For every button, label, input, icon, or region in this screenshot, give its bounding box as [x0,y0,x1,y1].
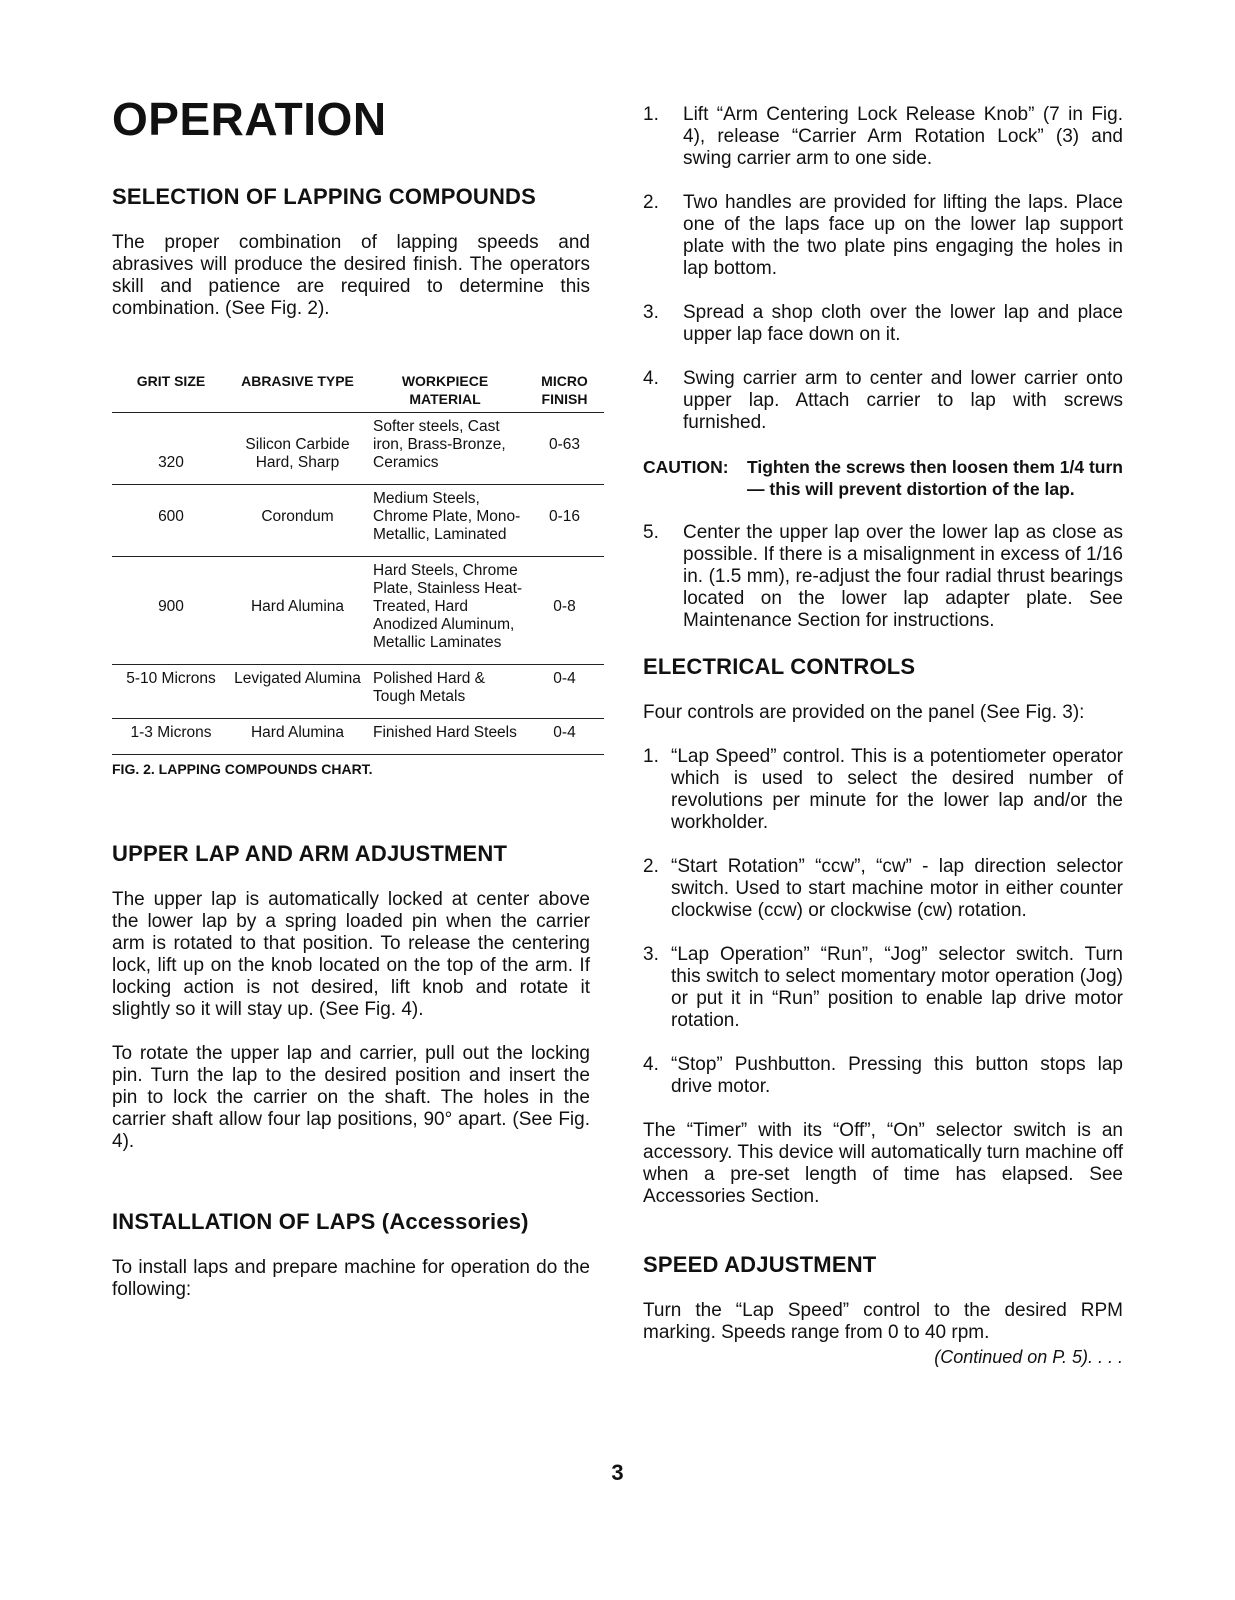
page-number: 3 [611,1460,624,1485]
timer-paragraph: The “Timer” with its “Off”, “On” selector switch is an accessory. This device will automatically turn machine off when a pre-set length of time has elapsed. See Accessories Section. [643,1120,1123,1207]
grit-cell: 900 [112,557,230,665]
electrical-controls-list [643,746,1123,1098]
finish-cell: 0-8 [525,557,604,665]
step-number: 5. [643,522,659,543]
material-cell: Softer steels, Cast iron, Brass-Bronze, Ceramics [365,413,525,485]
page-title: OPERATION [112,93,387,145]
header-abrasive-type: ABRASIVE TYPE [230,372,365,413]
speed-paragraph: Turn the “Lap Speed” control to the desired RPM marking. Speeds range from 0 to 40 rpm. [643,1300,1123,1343]
finish-cell: 0-4 [525,719,604,755]
finish-cell: 0-63 [525,413,604,485]
grit-cell: 600 [112,485,230,557]
section-heading-upper-lap: UPPER LAP AND ARM ADJUSTMENT [112,841,508,866]
list-item [643,522,1123,632]
lapping-compounds-chart [112,372,604,755]
header-micro-finish: MICRO FINISH [525,372,604,413]
list-item [643,746,1123,834]
step-text: “Start Rotation” “ccw”, “cw” - lap direction selector switch. Used to start machine motor in either counter clockwise (ccw) or clockwise (cw) rotation. [671,856,1123,921]
step-number: 1. [643,104,659,125]
table-row [112,413,604,485]
section-heading-speed: SPEED ADJUSTMENT [643,1252,877,1277]
finish-cell: 0-16 [525,485,604,557]
electrical-intro: Four controls are provided on the panel (See Fig. 3): [643,702,1085,723]
section-heading-installation: INSTALLATION OF LAPS (Accessories) [112,1209,529,1234]
step-text: Center the upper lap over the lower lap as close as possible. If there is a misalignment in excess of 1/16 in. (1.5 mm), re-adjust the four radial thrust bearings located on the lower lap adapter plate. See Maintenance Section for instructions. [683,522,1123,631]
step-text: Lift “Arm Centering Lock Release Knob” (7 in Fig. 4), release “Carrier Arm Rotation Lock” (3) and swing carrier arm to one side. [683,104,1123,169]
material-cell: Medium Steels, Chrome Plate, Mono-Metallic, Laminated [365,485,525,557]
header-workpiece-material: WORKPIECE MATERIAL [365,372,525,413]
table-row [112,665,604,719]
grit-cell: 5-10 Microns [112,665,230,719]
list-item [643,368,1123,434]
upper-lap-paragraph-1: The upper lap is automatically locked at center above the lower lap by a spring loaded pin when the carrier arm is rotated to that position. To release the centering lock, lift up on the knob located on the top of the arm. If locking action is not desired, lift knob and rotate it slightly so it will stay up. (See Fig. 4). [112,889,590,1020]
list-item [643,856,1123,922]
section-heading-electrical: ELECTRICAL CONTROLS [643,654,916,679]
header-grit-size: GRIT SIZE [112,372,230,413]
section-heading-selection: SELECTION OF LAPPING COMPOUNDS [112,184,537,209]
step-number: 4. [643,368,659,389]
list-item [643,104,1123,170]
abrasive-cell: Hard Alumina [230,557,365,665]
caution-text: Tighten the screws then loosen them 1/4 turn — this will prevent distortion of the lap. [747,457,1123,499]
list-item [643,1054,1123,1098]
step-number: 1. [643,746,659,767]
installation-paragraph: To install laps and prepare machine for operation do the following: [112,1257,590,1300]
left-column [112,92,590,1301]
step-number: 4. [643,1054,659,1075]
finish-cell: 0-4 [525,665,604,719]
step-number: 3. [643,302,659,323]
grit-cell: 320 [112,413,230,485]
abrasive-cell: Levigated Alumina [230,665,365,719]
upper-lap-paragraph-2: To rotate the upper lap and carrier, pull out the locking pin. Turn the lap to the desired position and insert the pin to lock the carrier on the shaft. The holes in the carrier shaft allow four lap positions, 90° apart. (See Fig. 4). [112,1043,590,1152]
abrasive-cell: Corondum [230,485,365,557]
installation-steps [643,104,1123,434]
list-item [643,192,1123,280]
caution-label: CAUTION: [643,457,729,477]
material-cell: Polished Hard & Tough Metals [365,665,525,719]
right-column [643,104,1123,1368]
step-text: Spread a shop cloth over the lower lap and place upper lap face down on it. [683,302,1123,345]
figure-caption: FIG. 2. LAPPING COMPOUNDS CHART. [112,761,373,777]
installation-step-5 [643,522,1123,632]
chart-header-row [112,372,604,413]
step-text: “Lap Operation” “Run”, “Jog” selector switch. Turn this switch to select momentary motor operation (Jog) or put it in “Run” position to enable lap drive motor rotation. [671,944,1123,1031]
step-number: 2. [643,856,659,877]
table-row [112,485,604,557]
step-text: “Stop” Pushbutton. Pressing this button stops lap drive motor. [671,1054,1123,1097]
material-cell: Hard Steels, Chrome Plate, Stainless Heat-Treated, Hard Anodized Aluminum, Metallic Laminates [365,557,525,665]
abrasive-cell: Silicon Carbide Hard, Sharp [230,413,365,485]
list-item [643,302,1123,346]
grit-cell: 1-3 Microns [112,719,230,755]
continued-note: (Continued on P. 5). . . . [934,1347,1123,1367]
caution-note [643,456,1123,500]
step-text: Two handles are provided for lifting the laps. Place one of the laps face up on the lower lap support plate with the two plate pins engaging the holes in lap bottom. [683,192,1123,279]
list-item [643,944,1123,1032]
step-number: 3. [643,944,659,965]
table-row [112,557,604,665]
step-text: “Lap Speed” control. This is a potentiometer operator which is used to select the desired number of revolutions per minute for the lower lap and/or the workholder. [671,746,1123,833]
table-row [112,719,604,755]
abrasive-cell: Hard Alumina [230,719,365,755]
material-cell: Finished Hard Steels [365,719,525,755]
step-text: Swing carrier arm to center and lower carrier onto upper lap. Attach carrier to lap with screws furnished. [683,368,1123,433]
step-number: 2. [643,192,659,213]
selection-paragraph: The proper combination of lapping speeds and abrasives will produce the desired finish. The operators skill and patience are required to determine this combination. (See Fig. 2). [112,232,590,319]
